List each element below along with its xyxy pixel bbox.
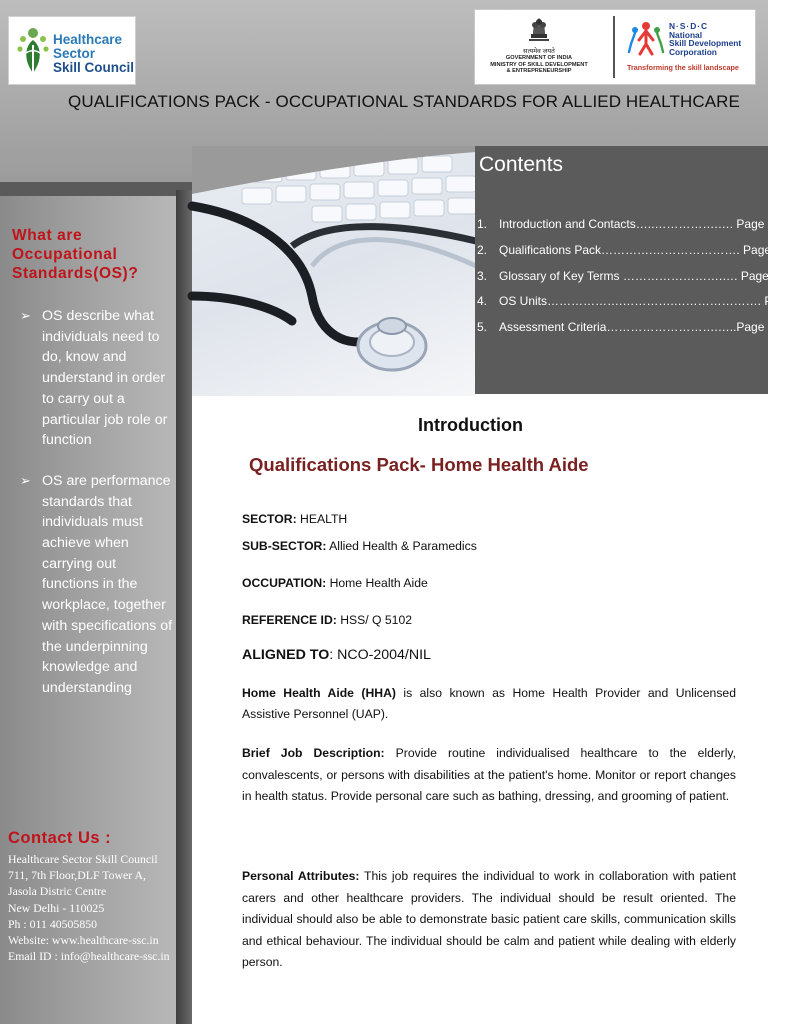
gov-text xyxy=(479,48,599,75)
nsdc-line: Corporation xyxy=(669,46,717,57)
contact-email[interactable]: Email ID : info@healthcare-ssc.in xyxy=(8,949,170,964)
contact-line: New Delhi - 110025 xyxy=(8,900,105,915)
sidebar-edge xyxy=(176,190,192,1024)
contents-item[interactable] xyxy=(477,264,779,290)
paragraph-label: Brief Job Description: xyxy=(242,746,385,760)
field-value: Home Health Aide xyxy=(326,576,428,590)
nsdc-tagline: Transforming the skill landscape xyxy=(627,63,739,72)
field-value: Allied Health & Paramedics xyxy=(326,539,477,553)
paragraph-label: Home Health Aide (HHA) xyxy=(242,686,396,700)
paragraph-text: is also known as Home Health Provider and Unlicensed Assistive Personnel (UAP). xyxy=(242,686,736,721)
field-label: ALIGNED TO xyxy=(242,647,330,663)
field-label: SUB-SECTOR: xyxy=(242,539,327,553)
contact-line: Ph : 011 40505850 xyxy=(8,916,98,931)
contents-item[interactable] xyxy=(477,289,803,315)
field-value: HEALTH xyxy=(296,512,348,526)
contents-item-text: Glossary of Key Terms …………………….…. Page 4 xyxy=(499,268,779,283)
nsdc-line: National xyxy=(669,29,703,40)
national-emblem-icon xyxy=(525,14,553,46)
os-heading-line: What are xyxy=(12,227,83,244)
contents-item[interactable] xyxy=(477,315,782,341)
contents-item-text: Introduction and Contacts…..…………….…. Page 1 xyxy=(499,217,775,231)
hssc-logo-line: Skill Council xyxy=(53,60,135,75)
qp-title: Qualifications Pack- Home Health Aide xyxy=(249,454,589,475)
contact-line: Healthcare Sector Skill Council xyxy=(8,852,158,866)
field-value: : NCO-2004/NIL xyxy=(329,647,431,663)
contact-website[interactable]: Website: www.healthcare-ssc.in xyxy=(8,933,159,948)
gov-nsdc-logo xyxy=(474,9,756,85)
nsdc-text xyxy=(669,22,741,56)
contents-item-number: 2. xyxy=(477,242,488,257)
aligned-field xyxy=(242,647,431,663)
aka-paragraph xyxy=(242,683,736,725)
gov-line: MINISTRY OF SKILL DEVELOPMENT xyxy=(490,61,588,68)
contents-item-text: Assessment Criteria……………………….…..Page 85 xyxy=(499,320,782,335)
os-bullet: ➢ OS are performance standards that individuals must achieve when carrying out functions in the workplace, together with specifications of the underpinning knowledge and understanding xyxy=(20,471,176,699)
os-bullet-list xyxy=(20,306,176,719)
field-label: OCCUPATION: xyxy=(242,576,327,590)
paragraph-text: Provide routine individualised healthcare to the elderly, convalescents, or persons with disabilities at the patient's home. Monitor or report changes in health status. Provide personal care such as bathing, dressing, and grooming of patient. xyxy=(242,746,736,804)
contents-item-text: OS Units……………….………….…………………. Page 6 xyxy=(499,294,803,309)
contents-item-number: 1. xyxy=(477,217,488,231)
reference-field xyxy=(242,613,412,627)
nsdc-figure-icon xyxy=(627,20,665,56)
hssc-logo-line: Healthcare xyxy=(53,32,123,47)
sector-field xyxy=(242,512,347,526)
gov-motto: सत्यमेव जयते xyxy=(523,48,555,55)
intro-heading: Introduction xyxy=(418,415,523,435)
contents-list xyxy=(477,212,803,341)
logo-divider xyxy=(613,16,615,78)
contents-item-text: Qualifications Pack………….…………………. Page 2 xyxy=(499,242,782,257)
contact-line: 711, 7th Floor,DLF Tower A, xyxy=(8,868,146,883)
contents-panel xyxy=(475,146,803,394)
hssc-figure-icon xyxy=(14,23,52,79)
hssc-logo-text xyxy=(53,33,134,75)
contents-item[interactable] xyxy=(477,238,782,264)
hssc-logo-line: Sector xyxy=(53,46,96,61)
contents-item-number: 3. xyxy=(477,268,488,283)
contact-details xyxy=(8,851,170,964)
contents-item-number: 5. xyxy=(477,320,488,335)
os-heading xyxy=(12,226,138,283)
contact-title: Contact Us : xyxy=(8,829,112,847)
os-bullet: ➢ OS describe what individuals need to do, know and understand in order to carry out a particular job role or function xyxy=(20,306,176,451)
nsdc-acronym: N·S·D·C xyxy=(669,21,709,31)
contents-title: Contents xyxy=(479,153,564,176)
paragraph-text: This job requires the individual to work in collaboration with patient carers and other healthcare providers. The individual should be result oriented. The individual should also be able to demonstrate basic patient care skills, communication skills and ethical behaviour. The individual should be calm and patient while dealing with elderly person. xyxy=(242,869,736,970)
os-heading-line: Standards(OS)? xyxy=(12,265,139,282)
photo-curve xyxy=(192,146,476,206)
job-description xyxy=(242,743,736,808)
contact-line: Jasola Distric Centre xyxy=(8,884,107,899)
contents-item[interactable] xyxy=(477,212,775,238)
nsdc-line: Skill Development xyxy=(669,38,742,49)
hssc-logo xyxy=(8,16,136,85)
personal-attributes xyxy=(242,866,736,974)
field-value: HSS/ Q 5102 xyxy=(336,613,413,627)
occupation-field xyxy=(242,576,428,590)
pack-title: QUALIFICATIONS PACK - OCCUPATIONAL STANDARDS FOR ALLIED HEALTHCARE xyxy=(68,92,740,111)
subsector-field xyxy=(242,539,477,553)
gov-line: GOVERNMENT OF INDIA xyxy=(505,55,573,62)
gov-line: & ENTREPRENEURSHIP xyxy=(506,68,572,75)
field-label: REFERENCE ID: xyxy=(242,613,337,627)
os-heading-line: Occupational xyxy=(12,246,118,263)
field-label: SECTOR: xyxy=(242,512,297,526)
paragraph-label: Personal Attributes: xyxy=(242,869,360,883)
contents-item-number: 4. xyxy=(477,294,488,309)
sidebar-top-bar xyxy=(0,182,192,196)
